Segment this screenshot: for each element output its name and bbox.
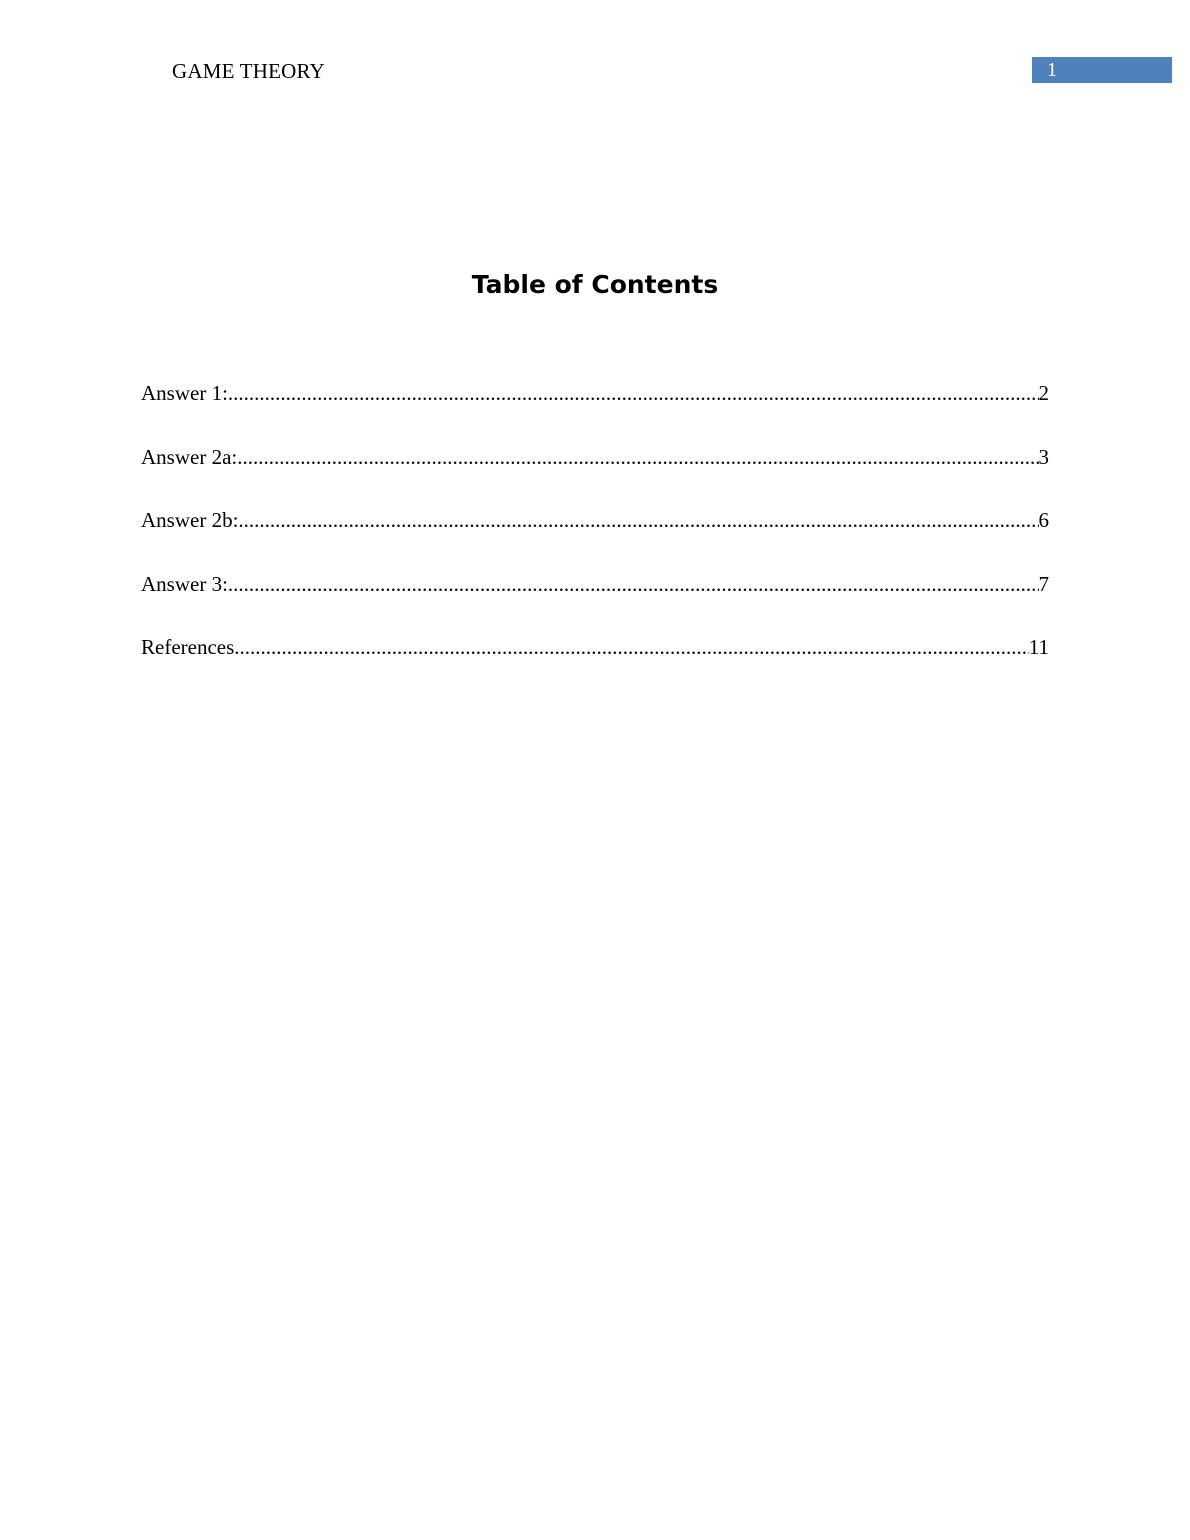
toc-entry-page: 2 — [1038, 381, 1049, 405]
toc-dot-leader — [234, 634, 1028, 660]
toc-entry-answer-2b[interactable] — [141, 507, 1049, 571]
toc-entry-answer-3[interactable] — [141, 571, 1049, 635]
toc-dot-leader — [237, 444, 1038, 470]
toc-dot-leader — [238, 507, 1038, 533]
running-header-title: GAME THEORY — [172, 59, 325, 83]
toc-heading: Table of Contents — [471, 270, 719, 299]
toc-entry-answer-2a[interactable] — [141, 444, 1049, 508]
toc-entry-references[interactable] — [141, 634, 1049, 698]
toc-entry-label: Answer 2a: — [141, 444, 238, 469]
toc-dot-leader — [228, 571, 1039, 597]
page-number: 1 — [1047, 59, 1057, 81]
toc-dot-leader — [228, 380, 1039, 406]
toc-list — [141, 380, 1049, 698]
toc-entry-page: 7 — [1038, 571, 1049, 596]
toc-entry-label: Answer 3: — [141, 571, 228, 596]
page-number-box — [1032, 57, 1172, 83]
toc-entry-page: 6 — [1038, 508, 1049, 532]
toc-entry-label: Answer 2b: — [141, 508, 239, 532]
toc-entry-page: 11 — [1028, 635, 1049, 659]
toc-entry-label: References — [141, 635, 235, 659]
toc-entry-answer-1[interactable] — [141, 380, 1049, 444]
toc-entry-page: 3 — [1038, 444, 1049, 469]
toc-entry-label: Answer 1: — [141, 381, 228, 405]
